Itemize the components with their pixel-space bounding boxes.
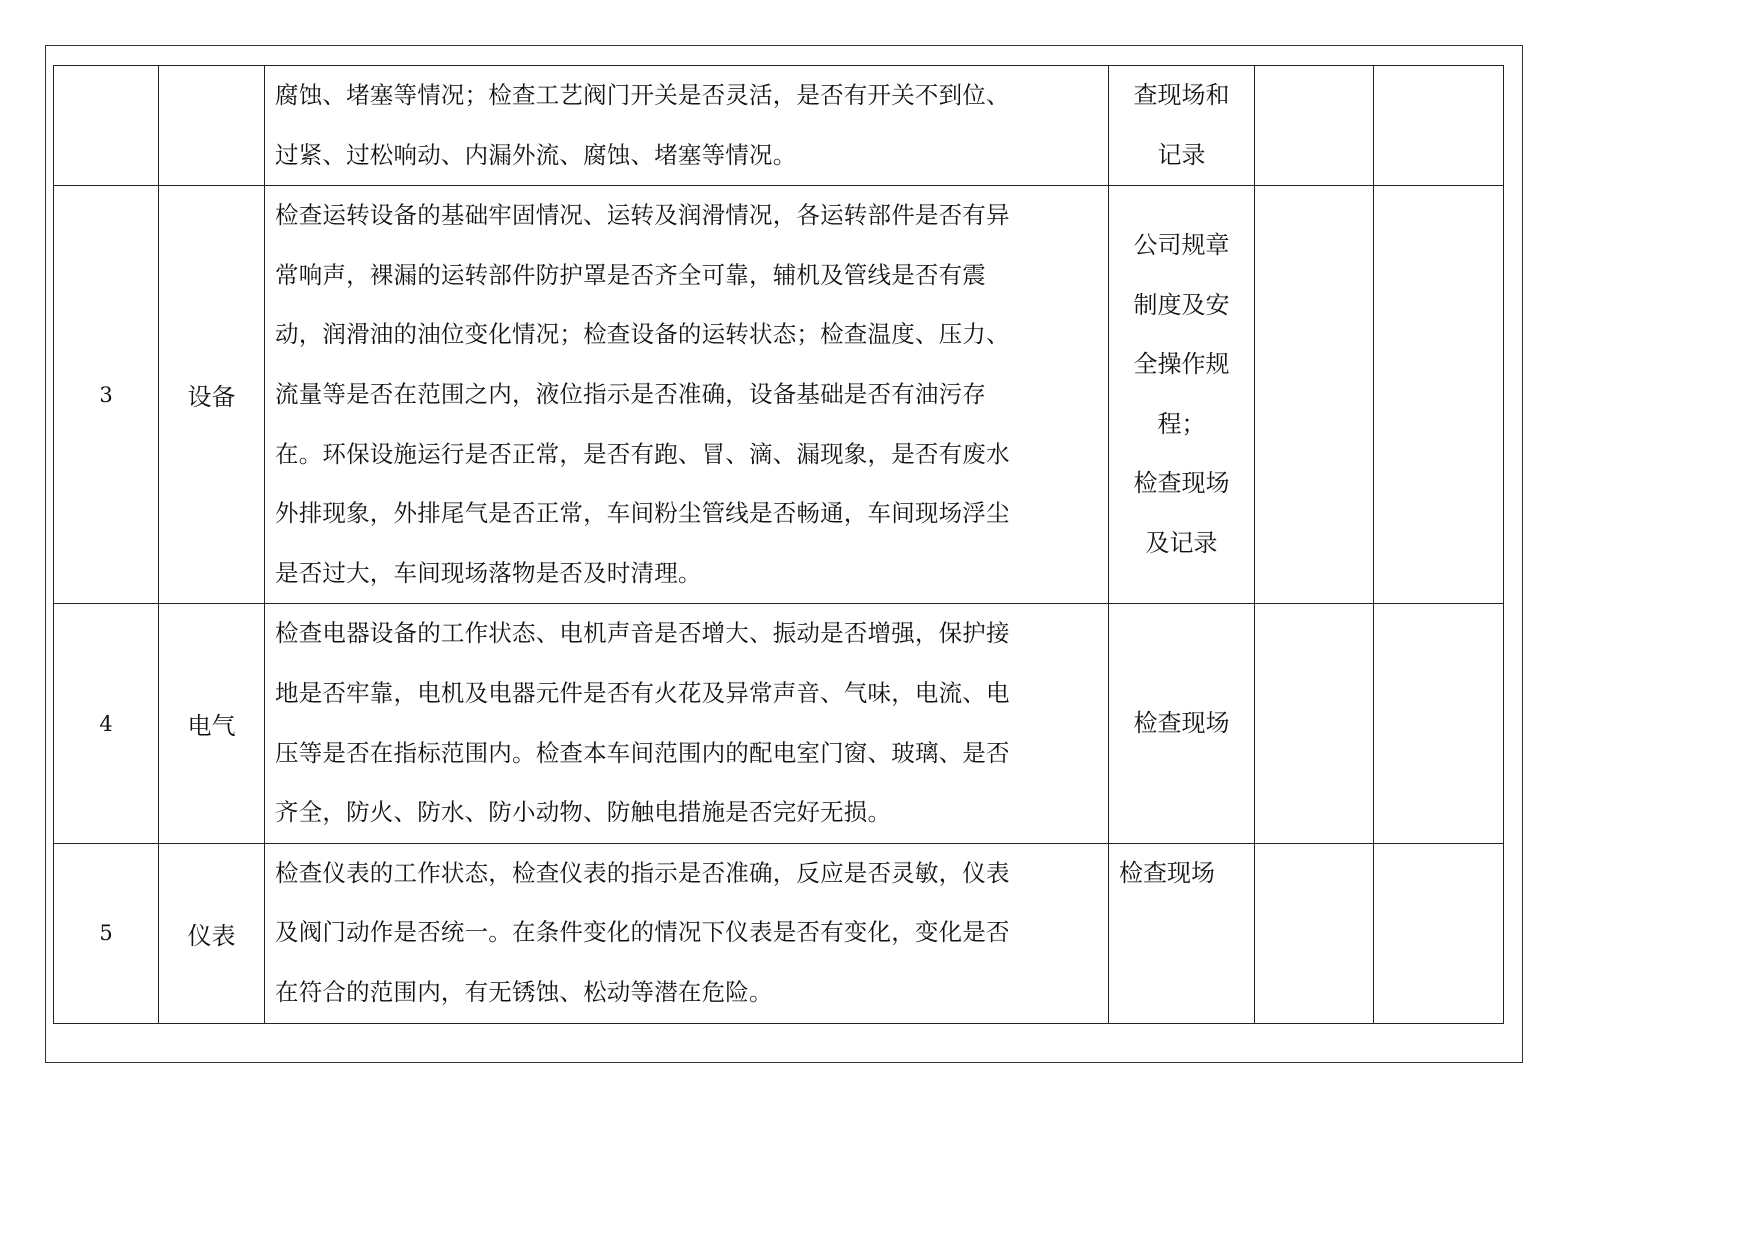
content-line: 过紧、过松响动、内漏外流、腐蚀、堵塞等情况。 [275,140,797,169]
basis-cell [1109,186,1255,604]
content-line: 检查电器设备的工作状态、电机声音是否增大、振动是否增强，保护接 [275,619,1010,648]
basis-cell [1109,843,1255,1023]
category-cell: 仪表 [159,843,265,1023]
basis-line: 全操作规 [1133,350,1230,379]
empty-cell [1255,604,1374,843]
basis-line: 检查现场 [1119,858,1215,887]
content-line: 在。环保设施运行是否正常，是否有跑、冒、滴、漏现象，是否有废水 [275,439,1010,468]
category-cell: 设备 [159,186,265,604]
basis-line: 检查现场 [1133,469,1230,498]
content-line: 是否过大，车间现场落物是否及时清理。 [275,558,702,587]
row-number-cell [54,66,159,186]
empty-cell [1374,66,1504,186]
basis-line: 制度及安 [1133,290,1230,319]
empty-cell [1255,843,1374,1023]
content-line: 流量等是否在范围之内，液位指示是否准确，设备基础是否有油污存 [275,379,986,408]
basis-line: 及记录 [1145,528,1218,557]
table-row [54,604,1504,843]
table-row [54,843,1504,1023]
content-line: 腐蚀、堵塞等情况；检查工艺阀门开关是否灵活，是否有开关不到位、 [275,81,1010,109]
content-cell [265,66,1109,186]
content-line: 压等是否在指标范围内。检查本车间范围内的配电室门窗、玻璃、是否 [275,738,1010,767]
row-number-cell: 5 [54,843,159,1023]
content-cell [265,843,1109,1023]
content-cell [265,604,1109,843]
empty-cell [1374,186,1504,604]
table-row [54,66,1504,186]
category-cell [159,66,265,186]
content-line: 在符合的范围内，有无锈蚀、松动等潜在危险。 [275,977,773,1006]
content-line: 齐全，防火、防水、防小动物、防触电措施是否完好无损。 [275,798,892,827]
category-cell: 电气 [159,604,265,843]
empty-cell [1374,604,1504,843]
content-line: 动，润滑油的油位变化情况；检查设备的运转状态；检查温度、压力、 [275,320,1010,349]
basis-cell [1109,604,1255,843]
content-line: 及阀门动作是否统一。在条件变化的情况下仪表是否有变化，变化是否 [275,918,1010,947]
basis-cell [1109,66,1255,186]
content-line: 外排现象，外排尾气是否正常，车间粉尘管线是否畅通，车间现场浮尘 [275,499,1010,528]
content-line: 检查仪表的工作状态，检查仪表的指示是否准确，反应是否灵敏，仪表 [275,858,1010,887]
basis-line: 检查现场 [1133,708,1230,737]
empty-cell [1255,186,1374,604]
row-number-cell: 4 [54,604,159,843]
content-cell [265,186,1109,604]
content-line: 地是否牢靠，电机及电器元件是否有火花及异常声音、气味，电流、电 [275,678,1010,707]
empty-cell [1255,66,1374,186]
row-number-cell: 3 [54,186,159,604]
table-row [54,186,1504,604]
content-line: 常响声，裸漏的运转部件防护罩是否齐全可靠，辅机及管线是否有震 [275,260,986,289]
inspection-table [53,65,1504,1024]
content-line: 检查运转设备的基础牢固情况、运转及润滑情况，各运转部件是否有异 [275,201,1010,230]
basis-line: 公司规章 [1133,230,1230,259]
basis-line: 记录 [1157,140,1206,169]
basis-line: 查现场和 [1133,81,1230,109]
empty-cell [1374,843,1504,1023]
basis-line: 程； [1157,409,1206,438]
